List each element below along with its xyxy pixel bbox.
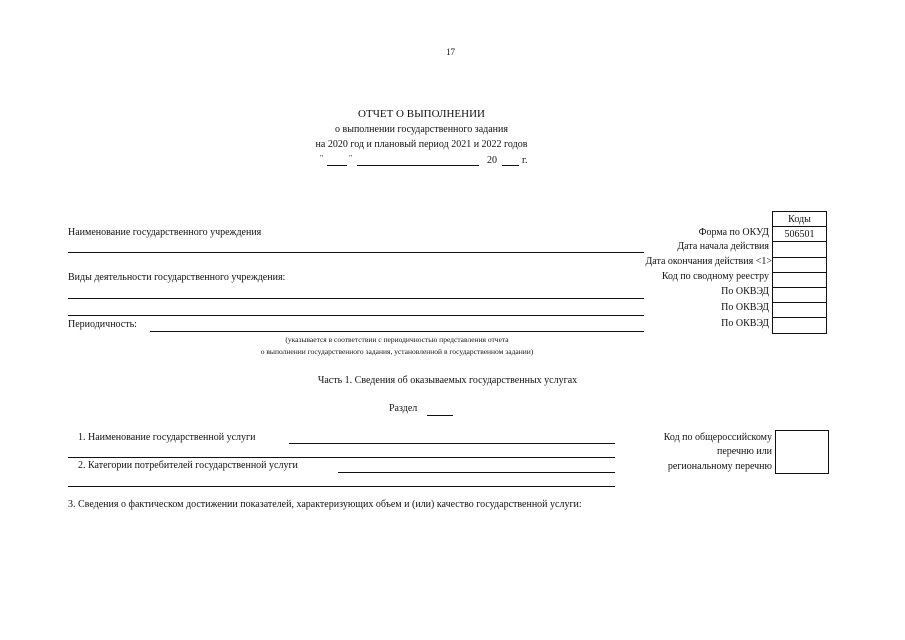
institution-name-label: Наименование государственного учреждения [68,227,262,238]
report-title: ОТЧЕТ О ВЫПОЛНЕНИИ [358,108,485,120]
report-subtitle: о выполнении государственного задания [335,124,508,135]
date-suffix: г. [522,155,528,166]
registry-code-text-1: Код по общероссийскому [663,432,772,443]
registry-code-cell[interactable] [773,272,827,287]
activity-types-field-2[interactable] [68,315,644,316]
date-year-prefix: 20 [487,155,497,166]
consumer-categories-field-2[interactable] [68,486,615,487]
start-date-label: Дата начала действия [677,241,769,252]
section-label: Раздел [389,403,418,414]
institution-name-field[interactable] [68,252,644,253]
periodicity-label: Периодичность: [68,319,137,330]
indicators-label: 3. Сведения о фактическом достижении показателей, характеризующих объем и (или) качество государственной услуги: [68,499,582,510]
activity-types-field-1[interactable] [68,298,644,299]
periodicity-note-2: о выполнении государственного задания, установленной в государственном задании) [260,347,534,356]
service-name-field[interactable] [289,443,615,444]
codes-header: Коды [773,212,827,227]
date-month-field[interactable] [357,165,479,166]
service-name-label: 1. Наименование государственной услуги [78,432,256,443]
activity-types-label: Виды деятельности государственного учреждения: [68,272,286,283]
end-date-label: Дата окончания действия <1> [645,256,772,267]
okved-cell-1[interactable] [773,287,827,302]
codes-table [772,211,827,334]
registry-code-label: Код по сводному реестру [661,271,769,282]
okved-label-2: По ОКВЭД [721,302,769,313]
report-period: на 2020 год и плановый период 2021 и 2022 годов [315,139,528,150]
registry-code-box[interactable] [775,430,829,474]
section-number-field[interactable] [427,415,453,416]
periodicity-note-1: (указывается в соответствии с периодичностью представления отчета [285,335,509,344]
date-day-field[interactable] [327,165,347,166]
consumer-categories-label: 2. Категории потребителей государственной услуги [78,460,298,471]
service-name-field-2[interactable] [68,457,615,458]
okved-label-3: По ОКВЭД [721,318,769,329]
end-date-cell[interactable] [773,257,827,272]
okud-code-cell: 506501 [773,227,827,242]
date-quote-open: " [320,153,324,162]
okud-label: Форма по ОКУД [698,227,769,238]
part1-heading: Часть 1. Сведения об оказываемых государственных услугах [317,375,578,386]
date-quote-close: " [349,153,353,162]
registry-code-text-3: региональному перечню [667,461,772,472]
registry-code-text-2: перечню или [716,446,772,457]
okved-cell-2[interactable] [773,303,827,318]
date-year-field[interactable] [502,165,519,166]
periodicity-field[interactable] [150,331,644,332]
page-number: 17 [446,47,455,57]
consumer-categories-field[interactable] [338,472,615,473]
start-date-cell[interactable] [773,242,827,257]
okved-cell-3[interactable] [773,318,827,333]
okved-label-1: По ОКВЭД [721,286,769,297]
